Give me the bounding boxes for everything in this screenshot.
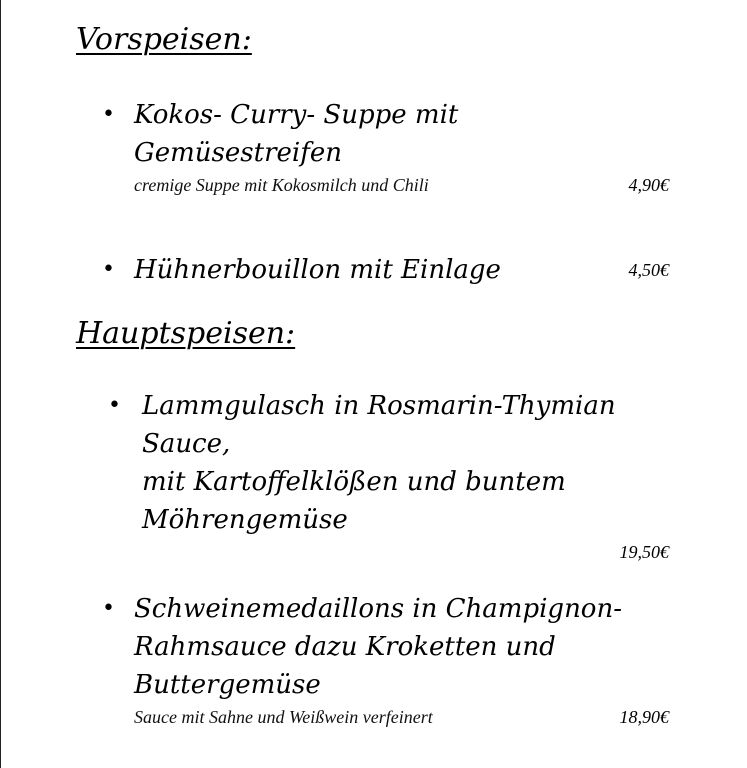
bullet-icon: • xyxy=(108,393,121,418)
item-name-line: mit Kartoffelklößen und buntem xyxy=(142,467,566,497)
item-name-line: Buttergemüse xyxy=(134,670,321,700)
item-price: 4,50€ xyxy=(628,260,669,280)
item-name-line: Lammgulasch in Rosmarin-Thymian xyxy=(142,391,616,421)
item-price: 19,50€ xyxy=(619,542,669,562)
item-price: 18,90€ xyxy=(619,707,669,727)
menu-item-lammgulasch xyxy=(108,387,669,565)
item-description: cremige Suppe mit Kokosmilch und Chili xyxy=(134,175,429,195)
item-description: Sauce mit Sahne und Weißwein verfeinert xyxy=(134,707,433,727)
menu-item-schweinemedaillons xyxy=(102,590,669,730)
page-edge-line xyxy=(0,0,1,768)
item-name-line: Möhrengemüse xyxy=(142,505,348,535)
item-name-line: Sauce, xyxy=(142,429,231,459)
bullet-icon: • xyxy=(102,257,115,282)
item-price: 4,90€ xyxy=(628,175,669,195)
bullet-icon: • xyxy=(102,596,115,621)
item-name-line: Rahmsauce dazu Kroketten und xyxy=(134,632,556,662)
section-title-hauptspeisen: Hauptspeisen: xyxy=(76,316,296,351)
section-title-vorspeisen: Vorspeisen: xyxy=(76,22,252,57)
item-name-line: Gemüsestreifen xyxy=(134,138,342,168)
item-name-line: Kokos- Curry- Suppe mit xyxy=(134,100,459,130)
item-name-line: Schweinemedaillons in Champignon- xyxy=(134,594,622,624)
menu-item-huehnerbouillon xyxy=(102,251,669,289)
item-name-line: Hühnerbouillon mit Einlage xyxy=(134,255,501,285)
menu-item-kokos-curry-suppe xyxy=(102,96,669,198)
bullet-icon: • xyxy=(102,102,115,127)
